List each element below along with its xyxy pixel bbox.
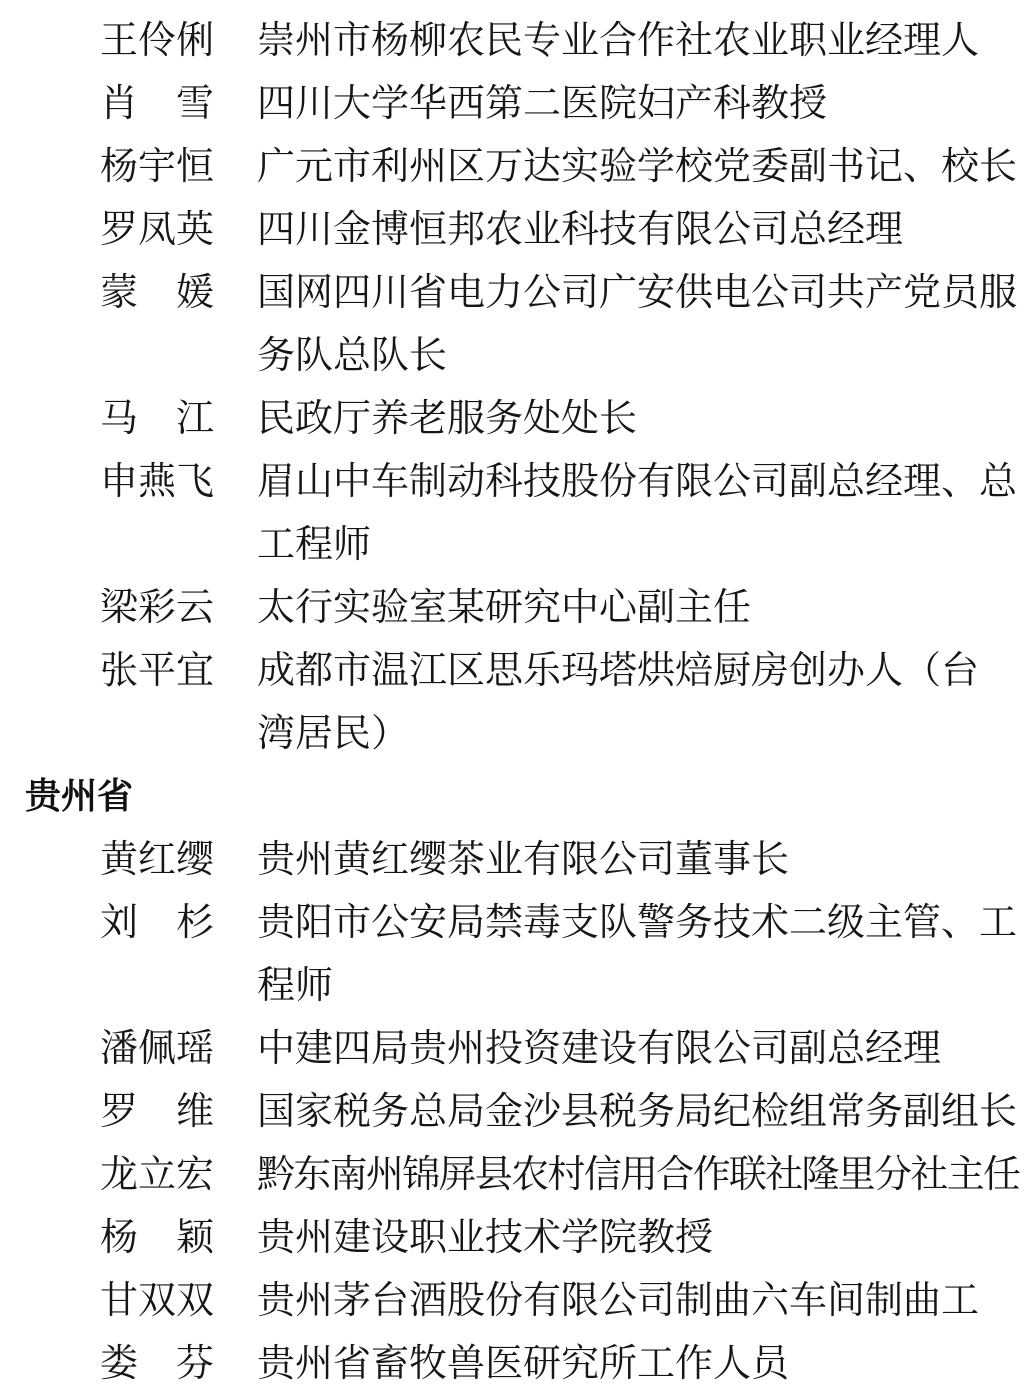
person-name-char: 云 [176,585,215,629]
person-name-char: 维 [175,1089,214,1133]
person-name-char: 王 [100,18,139,62]
person-name-char: 颖 [175,1215,214,1259]
person-name-char: 缨 [176,837,215,881]
person-name-char: 梁 [100,585,139,629]
person-title [257,1206,713,1269]
person-title [257,828,789,891]
person-title [257,639,979,765]
person-name-char: 雪 [175,81,214,125]
person-title-line: 贵州省畜牧兽医研究所工作人员 [257,1341,790,1385]
person-name-char: 潘 [100,1026,139,1070]
person-name-char: 娄 [100,1341,139,1385]
entry-row [0,576,1025,639]
person-name-char: 飞 [176,459,215,503]
entry-row [0,261,1025,387]
person-name-char: 双 [176,1278,215,1322]
entry-row [0,828,1025,891]
person-name [100,1332,214,1395]
person-name [100,135,214,198]
person-name-char: 蒙 [100,270,139,314]
person-title-line: 湾居民） [257,711,410,755]
entry-row [0,9,1025,72]
person-title-line: 贵州建设职业技术学院教授 [257,1215,714,1259]
entry-row [0,1080,1025,1143]
person-name-char: 黄 [100,837,139,881]
person-title-line: 中建四局贵州投资建设有限公司副总经理 [257,1026,942,1070]
person-name-char: 伶 [138,18,177,62]
person-title-line: 国网四川省电力公司广安供电公司共产党员服 [257,270,1018,314]
person-name [100,1269,214,1332]
person-name-char: 瑶 [176,1026,215,1070]
person-title-line: 民政厅养老服务处处长 [257,396,638,440]
person-name-char: 宇 [138,144,177,188]
person-title-line: 贵阳市公安局禁毒支队警务技术二级主管、工 [257,900,1018,944]
person-name-char: 芬 [175,1341,214,1385]
person-name-char: 立 [138,1152,177,1196]
person-name-char: 俐 [176,18,215,62]
person-title-line: 广元市利州区万达实验学校党委副书记、校长 [257,144,1018,188]
person-name [100,1017,214,1080]
person-title [257,387,637,450]
person-name-char: 恒 [176,144,215,188]
person-title [257,450,1017,576]
person-title-line: 四川金博恒邦农业科技有限公司总经理 [257,207,904,251]
entry-row [0,72,1025,135]
person-name-char: 杨 [100,1215,139,1259]
person-name-char: 甘 [100,1278,139,1322]
person-title [257,135,1017,198]
person-name [100,1206,214,1269]
person-title-line: 国家税务总局金沙县税务局纪检组常务副组长 [257,1089,1018,1133]
person-name-char: 彩 [138,585,177,629]
person-title [257,1332,789,1395]
person-name-char: 马 [100,396,139,440]
person-name-char: 红 [138,837,177,881]
person-title-line: 贵州黄红缨茶业有限公司董事长 [257,837,790,881]
entry-row [0,135,1025,198]
person-name [100,450,214,513]
person-name [100,261,214,324]
person-title-line: 四川大学华西第二医院妇产科教授 [257,81,828,125]
person-title-line: 眉山中车制动科技股份有限公司副总经理、总 [257,459,1018,503]
person-title-line: 务队总队长 [257,333,448,377]
person-title [257,1017,941,1080]
person-name-char: 龙 [100,1152,139,1196]
person-name [100,828,214,891]
person-name [100,1143,214,1206]
person-name [100,1080,214,1143]
person-name [100,72,214,135]
entry-row [0,387,1025,450]
person-name-char: 宜 [176,648,215,692]
person-title [257,1269,979,1332]
person-name-char: 平 [138,648,177,692]
person-name-char: 罗 [100,1089,139,1133]
person-name [100,639,214,702]
entry-row [0,891,1025,1017]
entry-row [0,639,1025,765]
person-name-char: 张 [100,648,139,692]
entry-row [0,1143,1025,1206]
entry-row [0,198,1025,261]
person-name-char: 江 [175,396,214,440]
person-name-char: 英 [176,207,215,251]
person-name-char: 双 [138,1278,177,1322]
person-name-char: 佩 [138,1026,177,1070]
person-name-char: 肖 [100,81,139,125]
person-title [257,1080,1017,1143]
person-title [257,261,1017,387]
person-name-char: 宏 [176,1152,215,1196]
person-name-char: 刘 [100,900,139,944]
person-name-char: 燕 [138,459,177,503]
section-header: 贵州省 [25,776,134,817]
person-name [100,198,214,261]
person-title [257,891,1017,1017]
person-title [257,9,979,72]
person-name-char: 凤 [138,207,177,251]
person-name-char: 媛 [175,270,214,314]
entry-row [0,1332,1025,1395]
entry-row [0,450,1025,576]
person-name [100,891,214,954]
person-title [257,72,827,135]
person-title-line: 贵州茅台酒股份有限公司制曲六车间制曲工 [257,1278,980,1322]
person-name [100,387,214,450]
entry-row [0,1017,1025,1080]
person-name [100,576,214,639]
person-title [257,198,903,261]
person-title-line: 程师 [257,963,334,1007]
person-title [257,576,751,639]
entry-row [0,1206,1025,1269]
person-title-line: 太行实验室某研究中心副主任 [257,585,752,629]
person-name-char: 罗 [100,207,139,251]
person-title-line: 成都市温江区思乐玛塔烘焙厨房创办人（台 [257,648,980,692]
person-name-char: 杨 [100,144,139,188]
entry-row [0,1269,1025,1332]
person-title-line: 工程师 [257,522,372,566]
person-title-line: 崇州市杨柳农民专业合作社农业职业经理人 [257,18,980,62]
person-name-char: 杉 [175,900,214,944]
person-title [257,1143,1019,1206]
person-name [100,9,214,72]
person-name-char: 申 [100,459,139,503]
person-title-line: 黔东南州锦屏县农村信用合作联社隆里分社主任 [257,1152,1020,1196]
